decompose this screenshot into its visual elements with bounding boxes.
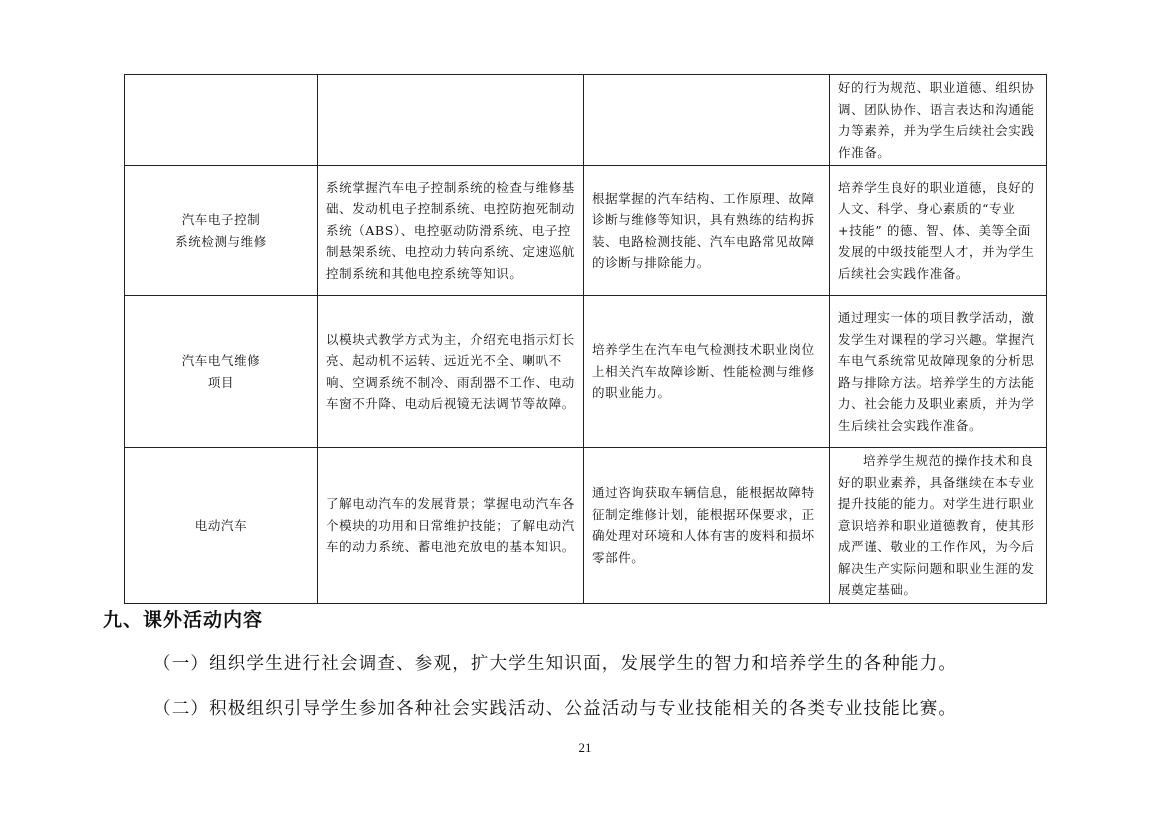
- course-table: [124, 74, 1047, 604]
- course-name-cell: [125, 166, 318, 296]
- course-content-cell: [318, 75, 584, 166]
- table-row: [125, 448, 1047, 604]
- course-name-line: 汽车电气维修: [181, 353, 261, 368]
- table-row: [125, 296, 1047, 448]
- course-content-cell: 以模块式教学方式为主，介绍充电指示灯长亮、起动机不运转、远近光不全、喇叭不响、空调系统不制冷、雨刮器不工作、电动车窗不升降、电动后视镜无法调节等故障。: [318, 296, 584, 448]
- course-content-cell: 系统掌握汽车电子控制系统的检查与维修基础、发动机电子控制系统、电控防抱死制动系统（ABS）、电控驱动防滑系统、电子控制悬架系统、电控动力转向系统、定速巡航控制系统和其他电控系统等知识。: [318, 166, 584, 296]
- course-name-cell: [125, 75, 318, 166]
- course-ability-cell: 通过咨询获取车辆信息，能根据故障特征制定维修计划，能根据环保要求，正确处理对环境和人体有害的废料和损坏零部件。: [584, 448, 830, 604]
- paragraph: （二）积极组织引导学生参加各种社会实践活动、公益活动与专业技能相关的各类专业技能比赛。: [153, 699, 958, 719]
- course-name-line: 项目: [207, 374, 235, 390]
- course-ability-cell: 根据掌握的汽车结构、工作原理、故障诊断与维修等知识，具有熟练的结构拆装、电路检测技能、汽车电路常见故障的诊断与排除能力。: [584, 166, 830, 296]
- course-name-line: 汽车电子控制: [181, 212, 261, 227]
- course-quality-cell: 好的行为规范、职业道德、组织协调、团队协作、语言表达和沟通能力等素养，并为学生后续社会实践作准备。: [830, 75, 1047, 166]
- page-number: 21: [578, 740, 592, 755]
- table-row: [125, 75, 1047, 166]
- course-name-line: 系统检测与维修: [175, 233, 267, 249]
- course-content-cell: 了解电动汽车的发展背景；掌握电动汽车各个模块的功用和日常维护技能；了解电动汽车的动力系统、蓄电池充放电的基本知识。: [318, 448, 584, 604]
- paragraph: （一）组织学生进行社会调查、参观，扩大学生知识面，发展学生的智力和培养学生的各种能力。: [153, 654, 958, 674]
- course-ability-cell: 培养学生在汽车电气检测技术职业岗位上相关汽车故障诊断、性能检测与维修的职业能力。: [584, 296, 830, 448]
- course-name-cell: [125, 448, 318, 604]
- course-ability-cell: [584, 75, 830, 166]
- section-heading: 九、课外活动内容: [103, 609, 264, 631]
- course-name-cell: [125, 296, 318, 448]
- course-quality-cell: 通过理实一体的项目教学活动，激发学生对课程的学习兴趣。掌握汽车电气系统常见故障现象的分析思路与排除方法。培养学生的方法能力、社会能力及职业素质，并为学生后续社会实践作准备。: [830, 296, 1047, 448]
- course-name-line: 电动汽车: [194, 517, 248, 533]
- course-quality-cell: 培养学生规范的操作技术和良好的职业素养，具备继续在本专业提升技能的能力。对学生进行职业意识培养和职业道德教育，使其形成严谨、敬业的工作作风，为今后解决生产实际问题和职业生涯的发展奠定基础。: [830, 448, 1047, 604]
- course-quality-cell: 培养学生良好的职业道德，良好的人文、科学、身心素质的“专业+技能” 的德、智、体、美等全面发展的中级技能型人才，并为学生后续社会实践作准备。: [830, 166, 1047, 296]
- table-row: [125, 166, 1047, 296]
